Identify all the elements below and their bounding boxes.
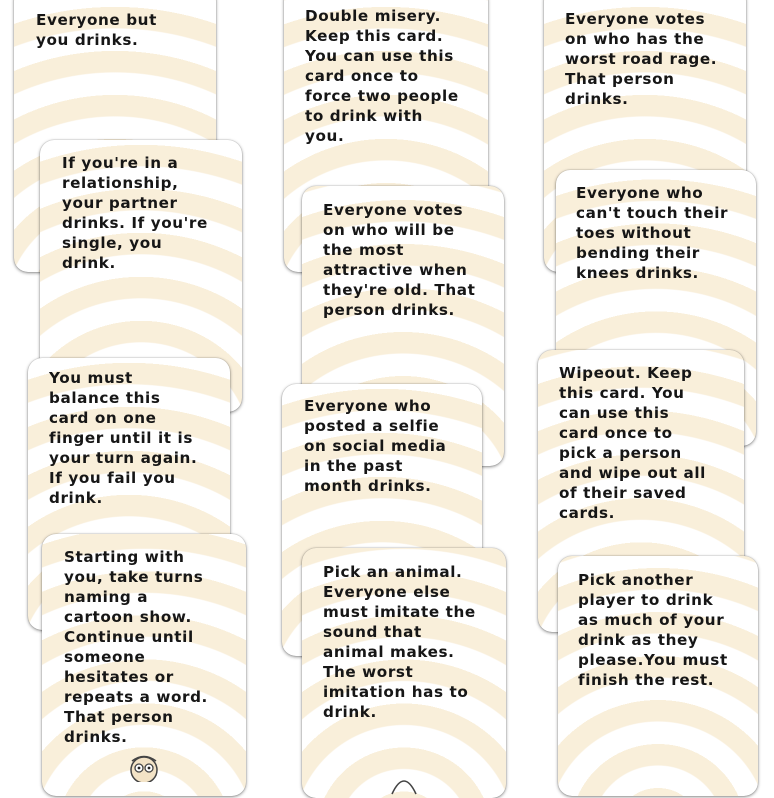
card-pick-player[interactable] <box>558 556 758 796</box>
card-text: Everyone but you drinks. <box>36 11 157 49</box>
mascot-head-icon <box>386 766 422 796</box>
card-text: Everyone votes on who has the worst road rage. That person drinks. <box>565 10 718 108</box>
mascot-face-icon <box>126 752 162 782</box>
card-text: Everyone votes on who will be the most attractive when they're old. That person drinks. <box>323 201 476 319</box>
card-text: Everyone who posted a selfie on social media in the past month drinks. <box>304 397 447 495</box>
card-cartoon-show[interactable] <box>42 534 246 796</box>
card-text: Pick an animal. Everyone else must imitate the sound that animal makes. The worst imitation has to drink. <box>323 563 476 721</box>
card-text: You must balance this card on one finger until it is your turn again. If you fail you drink. <box>49 369 198 507</box>
card-text: Double misery. Keep this card. You can use this card once to force two people to drink with you. <box>305 7 459 145</box>
card-text: Everyone who can't touch their toes without bending their knees drinks. <box>576 184 729 282</box>
card-text: Pick another player to drink as much of your drink as they please.You must finish the rest. <box>578 571 728 689</box>
card-text: Wipeout. Keep this card. You can use this card once to pick a person and wipe out all of their saved cards. <box>559 364 706 522</box>
card-text: If you're in a relationship, your partner drinks. If you're single, you drink. <box>62 154 208 272</box>
card-imitate-animal[interactable] <box>302 548 506 798</box>
card-text: Starting with you, take turns naming a cartoon show. Continue until someone hesitates or repeats a word. That person drinks. <box>64 548 208 746</box>
